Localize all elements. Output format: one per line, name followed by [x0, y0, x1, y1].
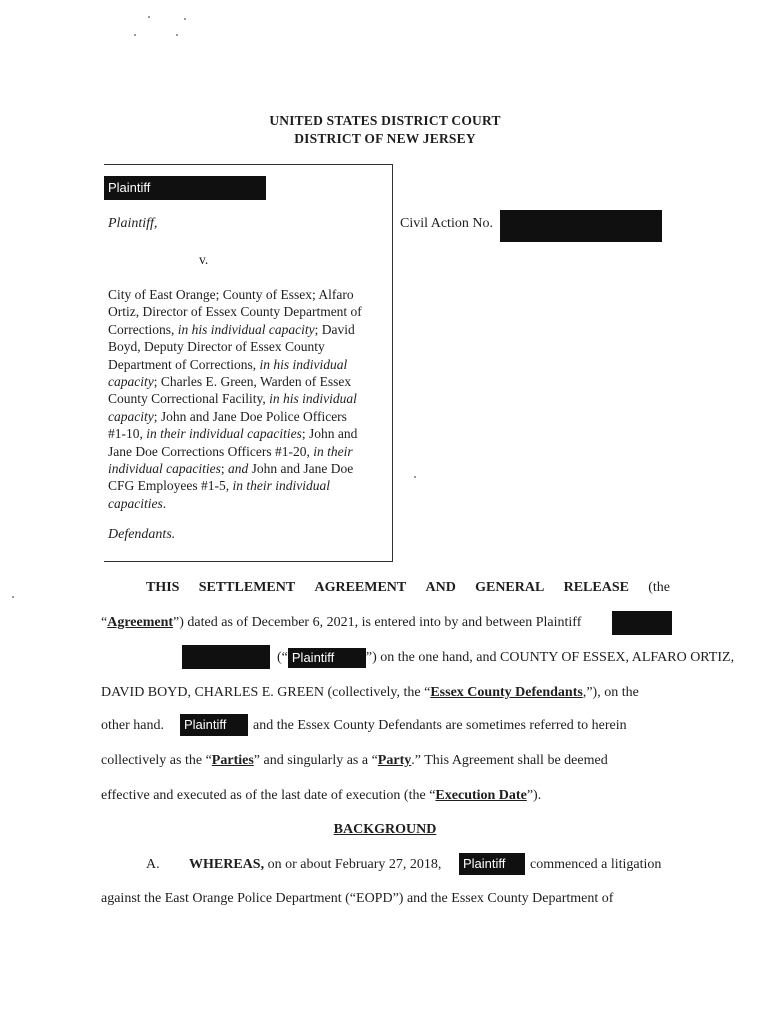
text-segment: John and Jane Doe: [248, 461, 354, 477]
text-segment: Jane Doe Corrections Officers #1-20,: [108, 443, 314, 459]
text-segment: ; David: [314, 321, 355, 337]
italic-segment: in their individual capacities: [146, 426, 302, 442]
whereas: WHEREAS,: [189, 857, 265, 872]
defendants-role: Defendants.: [108, 527, 176, 542]
scan-speck: [184, 18, 186, 20]
defendants-line: [108, 390, 388, 407]
court-district: DISTRICT OF NEW JERSEY: [294, 131, 476, 146]
defendants-line: [108, 443, 388, 460]
parties-text: ”) on the one hand, and COUNTY OF ESSEX, ALFARO ORTIZ,: [365, 650, 735, 665]
background-heading: BACKGROUND: [333, 822, 437, 837]
text: ” and singularly as a “: [253, 753, 378, 768]
background-line-2: against the East Orange Police Department (“EOPD”) and the Essex County Department of: [101, 891, 614, 906]
defendants-line: [108, 373, 388, 390]
text: ”).: [526, 788, 542, 803]
quote: “: [101, 615, 108, 630]
defined-term-agreement: Agreement: [107, 615, 174, 630]
agreement-date-text: ”) dated as of December 6, 2021, is entered into by and between Plaintiff: [173, 615, 582, 630]
text-segment: County Correctional Facility,: [108, 391, 270, 407]
collective-text-end: ,”), on the: [582, 685, 639, 700]
defendants-list: [108, 286, 388, 512]
defendants-line: [108, 408, 388, 425]
agreement-line-6: [101, 751, 608, 771]
text-segment: ;: [220, 461, 228, 477]
heading-word: (the: [648, 580, 670, 595]
text: collectively as the “: [101, 753, 212, 768]
text-segment: Department of Corrections,: [108, 356, 260, 372]
italic-segment: in their individual: [232, 478, 330, 494]
italic-segment: in his individual: [269, 391, 357, 407]
defendants-line: [108, 495, 388, 512]
text-segment: ; Charles E. Green, Warden of Essex: [153, 374, 352, 390]
civil-action-number-redaction: [500, 210, 662, 242]
heading-word: THIS: [146, 580, 180, 595]
collective-text: DAVID BOYD, CHARLES E. GREEN (collectively, the “: [101, 685, 431, 700]
plaintiff-name-redaction: Plaintiff: [104, 176, 266, 200]
text-segment: CFG Employees #1-5,: [108, 478, 233, 494]
plaintiff-name-redaction-3: [182, 645, 270, 669]
agreement-line-5-end: and the Essex County Defendants are sometimes referred to herein: [253, 718, 627, 733]
scan-speck: [134, 34, 136, 36]
whereas-line-end: commenced a litigation: [530, 857, 662, 872]
plaintiff-short-name-redaction: Plaintiff: [288, 648, 366, 668]
defined-term-party: Party: [377, 753, 412, 768]
caption-box-bottom-rule: [104, 561, 392, 562]
item-label-a: A.: [146, 857, 160, 872]
agreement-line-2: [101, 613, 581, 633]
scan-speck: [176, 34, 178, 36]
text-segment: Boyd, Deputy Director of Essex County: [108, 339, 325, 355]
italic-segment: capacities: [108, 495, 163, 511]
plaintiff-name-redaction-2: [612, 611, 672, 635]
caption-box-divider: [392, 164, 393, 562]
plaintiff-short-name-redaction-3: Plaintiff: [459, 853, 525, 875]
scan-speck: [12, 596, 14, 598]
agreement-line-7: [101, 786, 541, 806]
agreement-heading-line: [146, 578, 670, 598]
quote: (“: [277, 650, 288, 665]
text-segment: ; John and: [301, 426, 358, 442]
text-segment: Corrections,: [108, 321, 178, 337]
text-segment: #1-10,: [108, 426, 147, 442]
defendants-line: [108, 321, 388, 338]
heading-word: AGREEMENT: [314, 580, 407, 595]
text: .” This Agreement shall be deemed: [411, 753, 608, 768]
defendants-line: [108, 477, 388, 494]
caption-box-top-rule: [104, 164, 392, 165]
heading-word: RELEASE: [563, 580, 629, 595]
whereas-line-start: [189, 855, 441, 875]
italic-segment: capacity: [108, 408, 154, 424]
italic-segment: and: [228, 461, 249, 477]
scan-speck: [148, 16, 150, 18]
italic-segment: in his individual capacity: [177, 321, 315, 337]
defendants-line: [108, 338, 388, 355]
heading-word: SETTLEMENT: [198, 580, 296, 595]
plaintiff-short-name-redaction-2: Plaintiff: [180, 714, 248, 736]
italic-segment: capacity: [108, 374, 154, 390]
defendants-line: [108, 425, 388, 442]
whereas-date: on or about February 27, 2018,: [264, 857, 442, 872]
text-segment: City of East Orange; County of Essex; Alfaro: [108, 287, 354, 302]
background-heading-wrap: [0, 820, 770, 840]
heading-word: AND: [425, 580, 456, 595]
defendants-line: [108, 286, 388, 303]
defined-term-essex-county-defendants: Essex County Defendants: [430, 685, 583, 700]
text: effective and executed as of the last date of execution (the “: [101, 788, 436, 803]
italic-segment: in their: [313, 443, 353, 459]
text-segment: ; John and Jane Doe Police Officers: [153, 408, 347, 424]
agreement-line-4: [101, 683, 639, 703]
court-name: UNITED STATES DISTRICT COURT: [269, 113, 501, 128]
heading-word: GENERAL: [475, 580, 545, 595]
versus: v.: [199, 252, 209, 267]
civil-action-label: Civil Action No.: [400, 216, 493, 231]
plaintiff-role: Plaintiff,: [108, 216, 158, 231]
defendants-line: [108, 356, 388, 373]
defendants-line: [108, 460, 388, 477]
scan-speck: [414, 476, 416, 478]
defined-term-execution-date: Execution Date: [435, 788, 527, 803]
defined-term-parties: Parties: [211, 753, 254, 768]
italic-segment: in his individual: [259, 356, 348, 372]
agreement-line-3: [277, 648, 734, 668]
text-segment: Ortiz, Director of Essex County Department of: [108, 304, 362, 320]
defendants-line: [108, 303, 388, 320]
agreement-line-5-start: other hand.: [101, 718, 164, 733]
italic-segment: individual capacities: [108, 461, 221, 477]
text-segment: .: [162, 495, 167, 511]
